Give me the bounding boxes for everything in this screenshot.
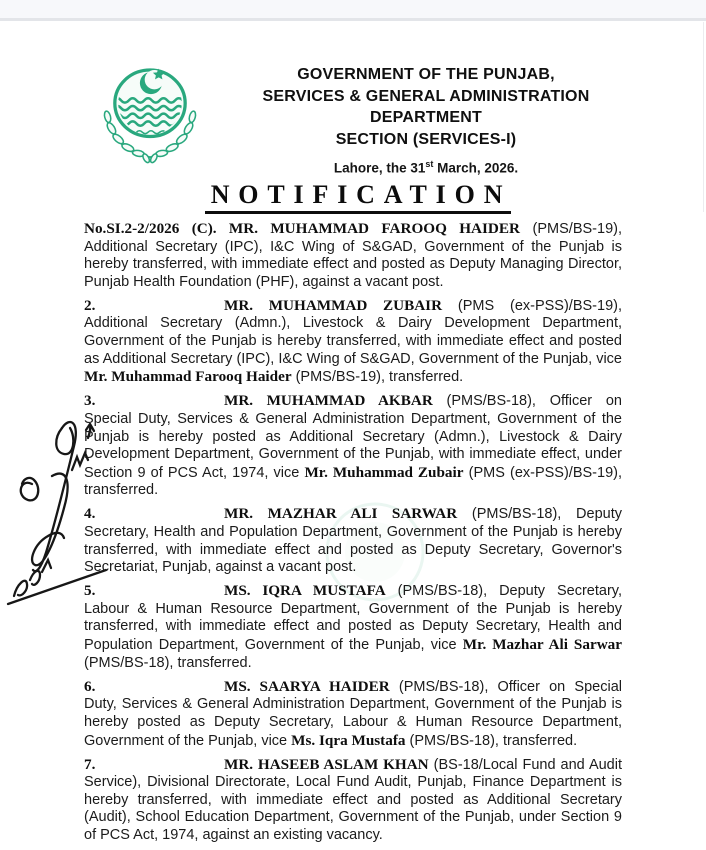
paragraph-text: (PMS/BS-18), Deputy Secretary, Labour & Human Resource Department, Government of the Punjab is hereby transferred, with immediate effect and posted as Deputy Secretary, Health and Population Department, Government of the Punjab, vice [84,583,622,654]
notification-paragraph [84,220,622,291]
header-line-3: DEPARTMENT [370,109,482,126]
paragraph-text: (PMS/BS-18), transferred. [405,732,578,749]
officer-name: Mr. Mazhar Ali Sarwar [462,636,622,654]
paragraph-text: (PMS (ex-PSS)/BS-19), transferred. [84,464,622,499]
notification-paragraph [84,297,622,387]
paragraph-text: (PMS/BS-18), transferred. [84,654,252,671]
officer-name: Mr. Muhammad Farooq Haider [84,368,292,386]
officer-name: MR. MUHAMMAD ZUBAIR [224,296,443,314]
viewer-top-strip [0,0,706,18]
page-top-edge [0,18,706,21]
officer-name: Ms. Iqra Mustafa [291,731,406,749]
officer-name: No.SI.2-2/2026 (C). MR. MUHAMMAD FAROOQ HAIDER [84,220,520,237]
officer-name: Mr. Muhammad Zubair [304,463,464,481]
paragraph-number: 2. [84,296,96,314]
officer-name: MR. MAZHAR ALI SARWAR [224,505,458,523]
notification-title: NOTIFICATION [205,180,512,214]
paragraph-number: 4. [84,505,96,523]
paragraph-text: (PMS/BS-18), Deputy Secretary, Health and Population Department, Government of the Punjab is hereby transferred, with immediate effect and posted as Deputy Secretary, Governor's Secretariat, Punjab, against a vacant post. [84,506,622,576]
paragraph-number: 5. [84,582,96,600]
header-line-4: SECTION (SERVICES-I) [335,130,517,148]
date-ordinal: st [425,159,434,169]
notification-paragraph [84,505,622,576]
paragraph-text: (BS-18/Local Fund and Audit Service), Divisional Directorate, Local Fund Audit, Punjab, Finance Department is hereby transferred, with immediate effect and posted as Additional Secretary (Audit), School Education Department, Government of the Punjab, under Section 9 of PCS Act, 1974, against an existing vacancy. [84,756,622,843]
paragraph-text: (PMS/BS-19), transferred. [291,369,464,386]
government-header [246,64,606,176]
paragraph-number: 6. [84,677,96,695]
officer-name: MR. HASEEB ASLAM KHAN [224,755,429,773]
notification-paragraph [84,392,622,500]
paragraph-text: (PMS/BS-18), Officer on Special Duty, Services & General Administration Department, Government of the Punjab is hereby posted as Deputy Secretary, Labour & Human Resource Department, Government of the Punjab, vice [84,678,622,749]
paragraph-number: 3. [84,392,96,410]
officer-name: MS. IQRA MUSTAFA [224,582,386,600]
notification-title-row [0,180,706,214]
notification-paragraph [84,678,622,750]
notification-paragraph [84,756,622,845]
officer-name: MS. SAARYA HAIDER [224,677,390,695]
notification-paragraph [84,582,622,672]
dateline: Lahore, the 31st March, 2026. [333,159,519,176]
paragraph-text: (PMS/BS-19), Additional Secretary (IPC), I&C Wing of S&GAD, Government of the Punjab is hereby transferred, with immediate effect and posted as Deputy Managing Director, Punjab Health Foundation (PHF), against a vacant post. [84,221,622,290]
header-line-2: SERVICES & GENERAL ADMINISTRATION [262,87,590,105]
paragraph-text: (PMS (ex-PSS)/BS-19), Additional Secretary (Admn.), Livestock & Dairy Development Department, Government of the Punjab is hereby transferred, with immediate effect and posted as Additional Secretary (IPC), I&C Wing of S&GAD, Government of the Punjab, vice [84,297,622,367]
header-line-1: GOVERNMENT OF THE PUNJAB, [297,66,555,83]
paragraph-text: (PMS/BS-18), Officer on Special Duty, Services & General Administration Department, Government of the Punjab is hereby posted as Additional Secretary (Admn.), Livestock & Dairy Development Department, Government of the Punjab, with immediate effect, under Section 9 of PCS Act, 1974, vice [84,393,622,481]
officer-name: MR. MUHAMMAD AKBAR [224,392,433,410]
punjab-government-emblem-icon [92,58,208,169]
notification-body [84,220,622,850]
paragraph-number: 7. [84,755,96,773]
